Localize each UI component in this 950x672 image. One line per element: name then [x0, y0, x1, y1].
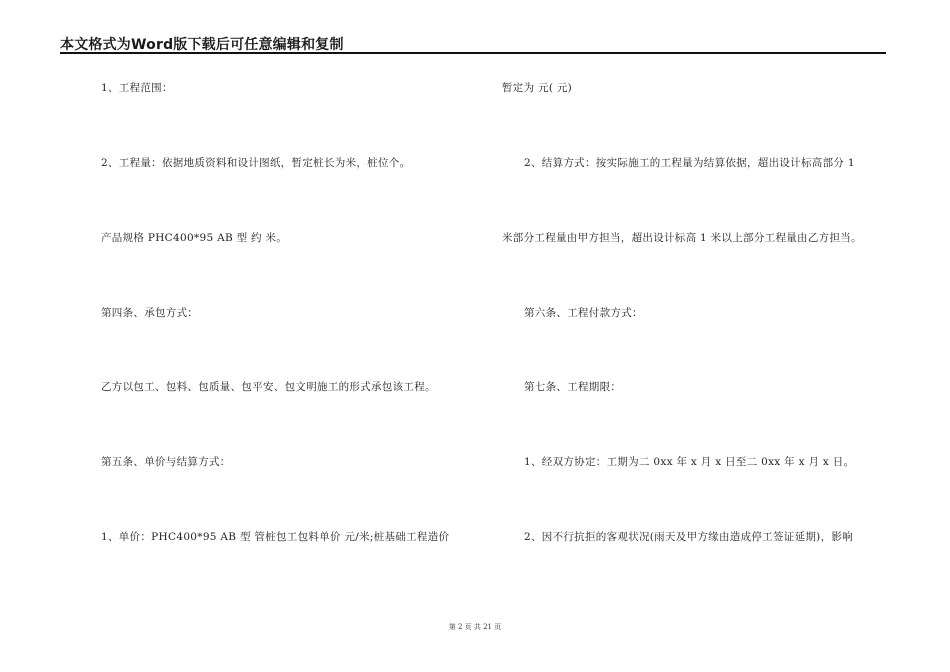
- right-para-1: 暂定为 元( 元): [502, 82, 573, 94]
- right-para-2: 2、结算方式：按实际施工的工程量为结算依据，超出设计标高部分 1: [524, 157, 855, 169]
- header-divider: [60, 52, 886, 54]
- right-para-5: 第七条、工程期限：: [524, 381, 622, 393]
- left-para-3: 产品规格 PHC400*95 AB 型 约 米。: [101, 232, 288, 244]
- left-para-5: 乙方以包工、包料、包质量、包平安、包文明施工的形式承包该工程。: [101, 381, 436, 393]
- left-para-6: 第五条、单价与结算方式：: [101, 456, 231, 468]
- right-para-3: 米部分工程量由甲方担当，超出设计标高 1 米以上部分工程量由乙方担当。: [502, 232, 862, 244]
- right-para-7: 2、因不行抗拒的客观状况(雨天及甲方缘由造成停工签证延期)，影响: [524, 531, 853, 543]
- page-number-footer: 第 2 页 共 21 页: [448, 623, 502, 631]
- right-para-4: 第六条、工程付款方式：: [524, 307, 643, 319]
- right-para-6: 1、经双方协定：工期为二 0xx 年 x 月 x 日至二 0xx 年 x 月 x 日。: [524, 456, 855, 468]
- document-header-title: 本文格式为Word版下载后可任意编辑和复制: [60, 37, 344, 53]
- left-para-7: 1、单价：PHC400*95 AB 型 管桩包工包料单价 元/米;桩基础工程造价: [101, 531, 450, 543]
- left-para-1: 1、工程范围：: [101, 82, 173, 94]
- left-para-4: 第四条、承包方式：: [101, 307, 199, 319]
- left-para-2: 2、工程量：依据地质资料和设计图纸，暂定桩长为米，桩位个。: [101, 157, 411, 169]
